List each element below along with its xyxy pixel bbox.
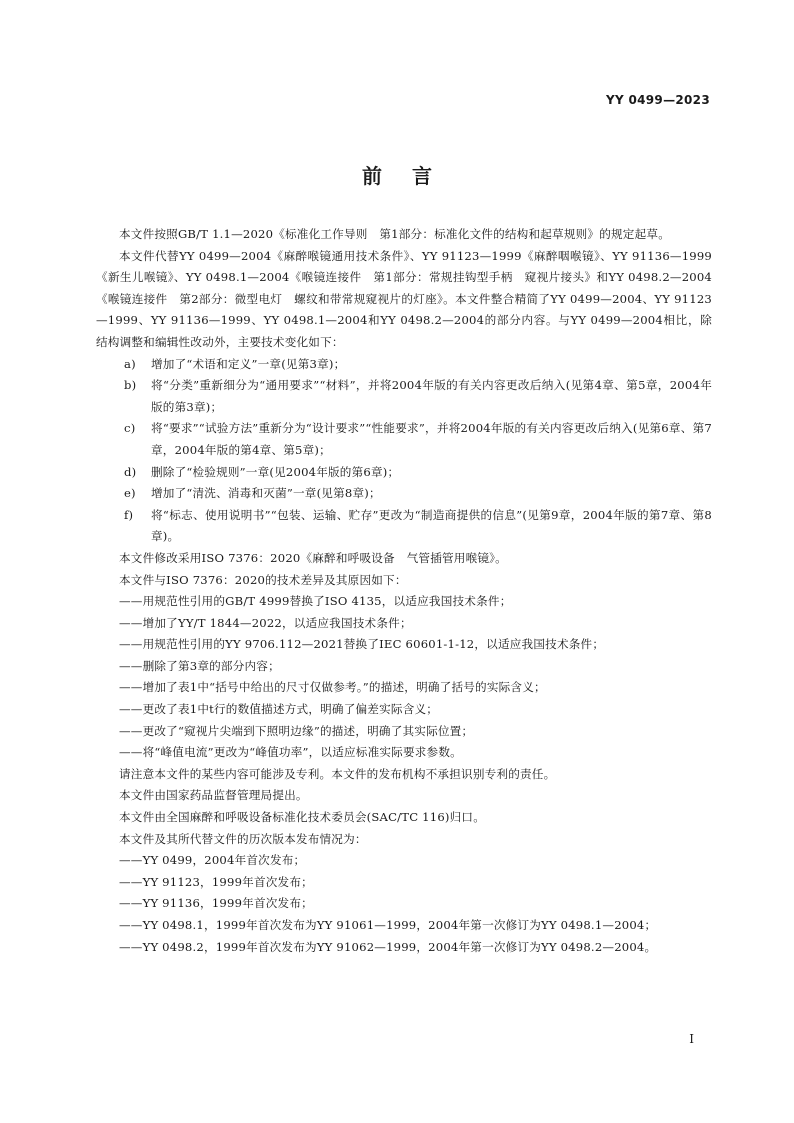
list-item-text: 将“分类”重新细分为“通用要求”“材料”，并将2004年版的有关内容更改后纳入(见第4章、第5章，2004年版的第3章)； <box>151 378 712 414</box>
replacement-paragraph: 本文件代替YY 0499—2004《麻醉喉镜通用技术条件》、YY 91123—1999《麻醉咽喉镜》、YY 91136—1999《新生儿喉镜》、YY 0498.1—2004《喉镜连接件 第1部分：常规挂钩型手柄 窥视片接头》和YY 0498.2—2004《喉镜连接件 第2部分：微型电灯 螺纹和带常规窥视片的灯座》。本文件整合精简了YY 0499—2004、YY 91123—1999、YY 91136—1999、YY 0498.1—2004和YY 0498.2—2004的部分内容。与YY 0499—2004相比，除结构调整和编辑性改动外，主要技术变化如下： <box>96 248 712 349</box>
list-item: ——增加了YY/T 1844—2022，以适应我国技术条件； <box>119 615 412 630</box>
list-item: ——YY 0498.1，1999年首次发布为YY 91061—1999，2004年第一次修订为YY 0498.1—2004； <box>119 918 657 932</box>
history-list <box>96 850 712 958</box>
list-item: ——删除了第3章的部分内容； <box>119 658 280 673</box>
list-item <box>96 483 712 505</box>
list-item-text: 将“标志、使用说明书”“包装、运输、贮存”更改为“制造商提供的信息”(见第9章，2004年版的第7章、第8章)。 <box>151 507 712 544</box>
list-item <box>96 354 712 376</box>
page-number: I <box>689 1032 694 1046</box>
list-marker: a) <box>124 356 136 371</box>
page-title: 前言 <box>362 164 462 188</box>
proposer-statement: 本文件由国家药品监督管理局提出。 <box>119 788 308 803</box>
list-item-text: 将“要求”“试验方法”重新分为“设计要求”“性能要求”，并将2004年版的有关内容更改后纳入(见第6章、第7章，2004年版的第4章、第5章)； <box>151 421 712 457</box>
list-item <box>96 462 712 484</box>
patent-notice: 请注意本文件的某些内容可能涉及专利。本文件的发布机构不承担识别专利的责任。 <box>119 766 556 781</box>
history-intro: 本文件及其所代替文件的历次版本发布情况为： <box>119 831 367 846</box>
list-item: ——增加了表1中“括号中给出的尺寸仅做参考。”的描述，明确了括号的实际含义； <box>119 680 546 695</box>
differences-intro: 本文件与ISO 7376：2020的技术差异及其原因如下： <box>119 572 407 587</box>
list-item: ——将“峰值电流”更改为“峰值功率”，以适应标准实际要求参数。 <box>119 745 462 760</box>
list-item: ——YY 91136，1999年首次发布； <box>119 896 313 911</box>
list-marker: f) <box>124 507 134 522</box>
list-item <box>96 418 712 461</box>
list-item: ——YY 0499，2004年首次发布； <box>119 853 306 868</box>
list-marker: e) <box>124 486 136 501</box>
standard-code: YY 0499—2023 <box>606 93 710 107</box>
list-item-text: 增加了“清洗、消毒和灭菌”一章(见第8章)； <box>151 486 381 501</box>
list-marker: d) <box>124 464 137 479</box>
iso-adoption-paragraph: 本文件修改采用ISO 7376：2020《麻醉和呼吸设备 气管插管用喉镜》。 <box>119 550 507 565</box>
list-item-text: 删除了“检验规则”一章(见2004年版的第6章)； <box>151 464 400 479</box>
list-item: ——YY 91123，1999年首次发布； <box>119 874 313 889</box>
list-item: ——用规范性引用的YY 9706.112—2021替换了IEC 60601-1-12，以适应我国技术条件； <box>119 637 605 652</box>
list-marker: c) <box>124 421 136 436</box>
list-item: ——更改了“窥视片尖端到下照明边缘”的描述，明确了其实际位置； <box>119 723 474 738</box>
list-item <box>96 505 712 548</box>
preface-body <box>96 224 712 958</box>
drafting-rules-paragraph: 本文件按照GB/T 1.1—2020《标准化工作导则 第1部分：标准化文件的结构和起草规则》的规定起草。 <box>119 227 670 241</box>
list-item: ——更改了表1中t行的数值描述方式，明确了偏差实际含义； <box>119 702 439 717</box>
differences-list <box>96 591 712 764</box>
technical-changes-list <box>96 354 712 548</box>
list-item: ——YY 0498.2，1999年首次发布为YY 91062—1999，2004年第一次修订为YY 0498.2—2004。 <box>119 939 657 954</box>
list-item <box>96 375 712 418</box>
list-marker: b) <box>124 378 137 393</box>
list-item-text: 增加了“术语和定义”一章(见第3章)； <box>151 356 346 371</box>
committee-statement: 本文件由全国麻醉和呼吸设备标准化技术委员会(SAC/TC 116)归口。 <box>119 810 486 825</box>
list-item: ——用规范性引用的GB/T 4999替换了ISO 4135，以适应我国技术条件； <box>119 594 512 609</box>
